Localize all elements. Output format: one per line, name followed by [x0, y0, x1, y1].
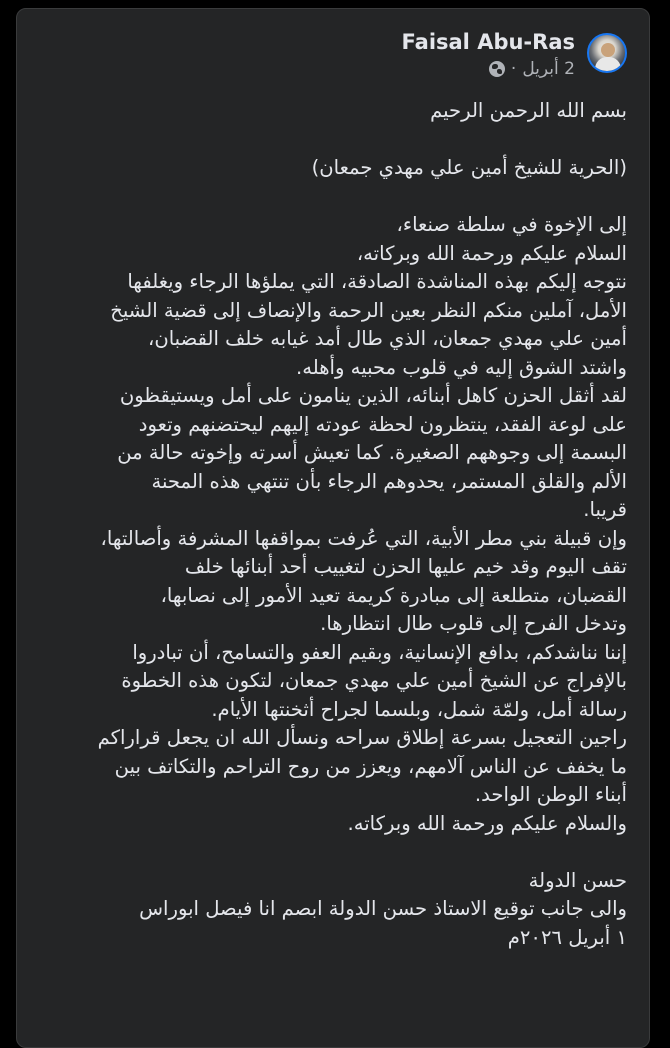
post-text-line: السلام عليكم ورحمة الله وبركاته،: [356, 241, 627, 265]
avatar-face: [601, 43, 615, 57]
avatar-body: [595, 57, 621, 73]
author-avatar[interactable]: [587, 33, 627, 73]
post-text-line: إلى الإخوة في سلطة صنعاء،: [396, 213, 627, 236]
post-text-line: على لوعة الفقد، ينتظرون لحظة عودته إليهم ليحتضنهم وتعود: [138, 412, 627, 436]
post-text-line: واشتد الشوق إليه في قلوب محبيه وأهله.: [296, 355, 627, 379]
post-text-line: بسم الله الرحمن الرحيم: [430, 99, 627, 122]
post-text-line: وتدخل الفرح إلى قلوب طال انتظارها.: [320, 612, 627, 635]
post-meta: [402, 29, 575, 79]
post-text-line: حسن الدولة: [528, 868, 627, 892]
post-text-line: ١ أبريل ٢٠٢٦م: [507, 925, 627, 949]
post-text-line: القضبان، متطلعة إلى مبادرة كريمة تعيد الأمور إلى نصابها،: [160, 583, 627, 607]
post-text-line: والى جانب توقيع الاستاذ حسن الدولة ابصم انا فيصل ابوراس: [139, 897, 627, 920]
post-text-line: والسلام عليكم ورحمة الله وبركاته.: [347, 811, 627, 835]
post-text-line: إننا نناشدكم، بدافع الإنسانية، وبقيم العفو والتسامح، أن تبادروا: [132, 640, 627, 664]
blank-line: [37, 838, 627, 867]
blank-line: [37, 126, 627, 155]
author-name[interactable]: Faisal Abu-Ras: [401, 30, 575, 54]
post-date[interactable]: 2 أبريل: [522, 59, 575, 79]
post-text-line: وإن قبيلة بني مطر الأبية، التي عُرفت بمواقفها المشرفة وأصالتها،: [100, 526, 627, 550]
post-subline: [489, 59, 575, 79]
post-card: [16, 8, 650, 1048]
post-text-line: (الحرية للشيخ أمين علي مهدي جمعان): [311, 156, 627, 179]
post-text-line: أمين علي مهدي جمعان، الذي طال أمد غيابه خلف القضبان،: [148, 327, 627, 350]
post-text-line: نتوجه إليكم بهذه المناشدة الصادقة، التي يملؤها الرجاء ويغلفها: [127, 270, 627, 293]
globe-icon[interactable]: [489, 61, 505, 77]
post-header: [402, 29, 627, 89]
blank-line: [37, 183, 627, 212]
post-text-line: الألم والقلق المستمر، يحدوهم الرجاء بأن تنتهي هذه المحنة: [151, 469, 627, 493]
post-text-line: قريبا.: [583, 498, 627, 521]
post-text-line: أبناء الوطن الواحد.: [474, 783, 627, 806]
post-text-line: بالإفراج عن الشيخ أمين علي مهدي جمعان، لتكون هذه الخطوة: [121, 669, 627, 692]
post-text-line: لقد أثقل الحزن كاهل أبنائه، الذين ينامون على أمل ويستيقظون: [119, 384, 627, 407]
post-body: [37, 97, 627, 952]
separator-dot: ·: [510, 59, 517, 79]
post-text-line: البسمة إلى وجوههم الصغيرة. كما تعيش أسرته وإخوته حالة من: [117, 441, 627, 464]
post-text-line: ما يخفف عن الناس آلامهم، ويعزز من روح التراحم والتكاتف بين: [114, 754, 627, 778]
post-text-line: راجين التعجيل بسرعة إطلاق سراحه ونسأل الله ان يجعل قراراكم: [97, 726, 627, 749]
post-text-line: تقف اليوم وقد خيم عليها الحزن لتغييب أحد أبنائها خلف: [184, 555, 627, 578]
post-text-line: الأمل، آملين منكم النظر بعين الرحمة والإنصاف إلى قضية الشيخ: [110, 298, 627, 322]
post-text-line: رسالة أمل، ولمّة شمل، وبلسما لجراح أثخنتها الأيام.: [211, 697, 627, 721]
